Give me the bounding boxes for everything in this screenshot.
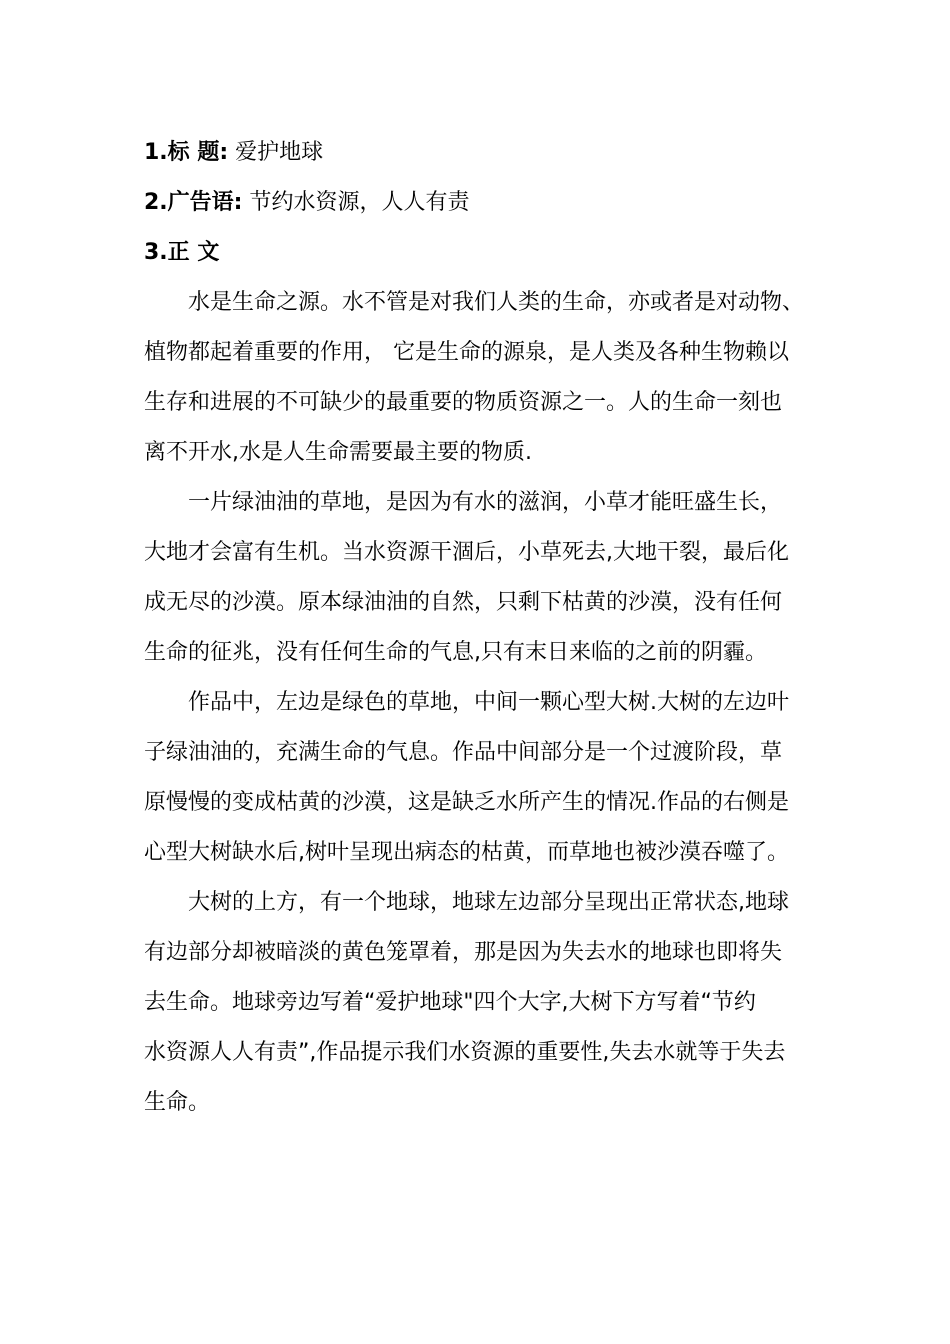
title-label: 1.标 题: [144, 140, 229, 165]
paragraph-line: 作品中，左边是绿色的草地，中间一颗心型大树.大树的左边叶 [188, 690, 789, 715]
paragraph-water-source [144, 278, 814, 478]
paragraph-line: 离不开水,水是人生命需要最主要的物质. [144, 440, 532, 465]
paragraph-line: 大树的上方，有一个地球，地球左边部分呈现出正常状态,地球 [188, 890, 789, 915]
paragraph-line: 植物都起着重要的作用， 它是生命的源泉，是人类及各种生物赖以 [144, 340, 789, 365]
paragraph-line: 子绿油油的，充满生命的气息。作品中间部分是一个过渡阶段，草 [144, 740, 783, 765]
paragraph-line: 生存和进展的不可缺少的最重要的物质资源之一。人的生命一刻也 [144, 390, 783, 415]
paragraph-line: 水资源人人有责”,作品提示我们水资源的重要性,失去水就等于失去 [144, 1040, 786, 1065]
paragraph-line: 心型大树缺水后,树叶呈现出病态的枯黄，而草地也被沙漠吞噬了。 [144, 840, 789, 865]
title-value: 爱护地球 [235, 140, 324, 165]
paragraph-line: 一片绿油油的草地，是因为有水的滋润，小草才能旺盛生长， [188, 490, 783, 515]
title-heading [144, 128, 814, 178]
paragraph-artwork-earth [144, 878, 814, 1128]
paragraph-line: 大地才会富有生机。当水资源干涸后，小草死去,大地干裂，最后化 [144, 540, 789, 565]
paragraph-line: 有边部分却被暗淡的黄色笼罩着，那是因为失去水的地球也即将失 [144, 940, 783, 965]
paragraph-line: 去生命。地球旁边写着“爱护地球"四个大字,大树下方写着“节约 [144, 990, 756, 1015]
slogan-heading [144, 178, 814, 228]
paragraph-grassland [144, 478, 814, 678]
body-label: 3.正 文 [144, 240, 220, 265]
paragraph-artwork-tree [144, 678, 814, 878]
document-body [144, 128, 814, 1128]
paragraph-line: 生命的征兆，没有任何生命的气息,只有末日来临的之前的阴霾。 [144, 640, 767, 665]
body-heading [144, 228, 814, 278]
paragraph-line: 生命。 [144, 1090, 211, 1115]
paragraph-line: 水是生命之源。水不管是对我们人类的生命，亦或者是对动物、 [188, 290, 805, 315]
slogan-value: 节约水资源，人人有责 [249, 190, 470, 215]
slogan-label: 2.广告语: [144, 190, 243, 215]
paragraph-line: 原慢慢的变成枯黄的沙漠，这是缺乏水所产生的情况.作品的右侧是 [144, 790, 789, 815]
paragraph-line: 成无尽的沙漠。原本绿油油的自然，只剩下枯黄的沙漠，没有任何 [144, 590, 783, 615]
